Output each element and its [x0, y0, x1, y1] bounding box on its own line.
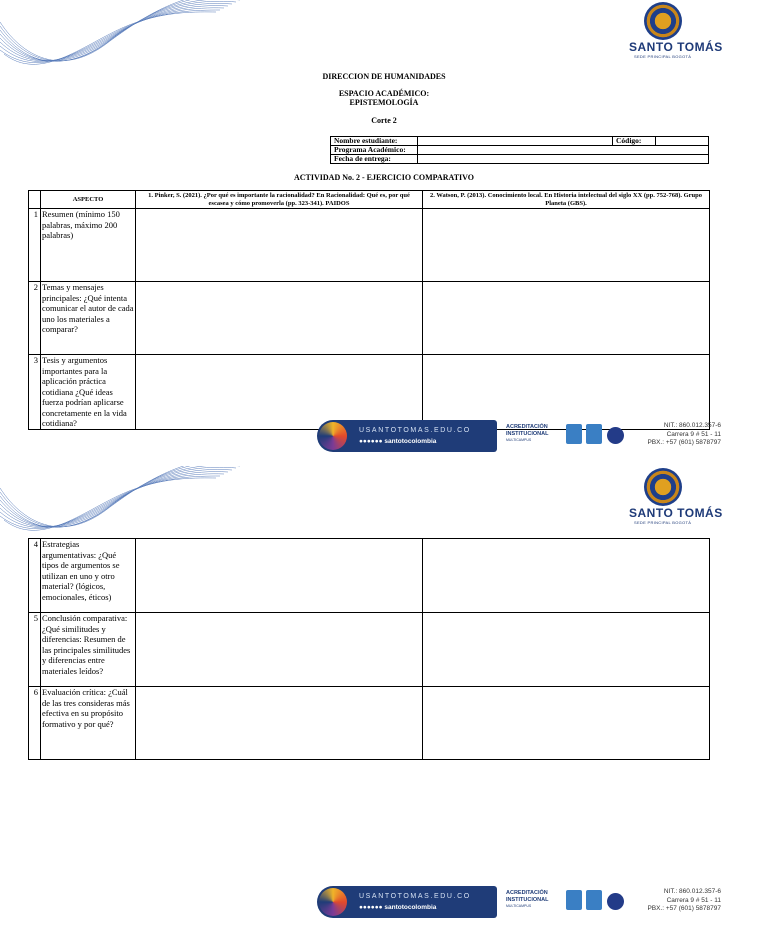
row-aspect: Resumen (mínimo 150 palabras, máximo 200 palabras) — [41, 209, 136, 282]
row-aspect: Conclusión comparativa: ¿Qué similitudes y diferencias: Resumen de las principales similitudes y diferencias entre materiales leídos? — [41, 613, 136, 687]
university-logo-name: SANTO TOMÁS — [629, 506, 723, 520]
accreditation-text: ACREDITACIÓN INSTITUCIONAL — [506, 890, 549, 903]
table-row — [29, 355, 710, 430]
row-cell-material-2[interactable] — [423, 613, 710, 687]
wave-decoration-icon — [0, 466, 240, 536]
footer-url[interactable]: USANTOTOMAS.EDU.CO — [359, 427, 471, 434]
accreditation-badge-icon — [586, 890, 602, 910]
date-label: Fecha de entrega: — [331, 155, 418, 164]
header-num-cell — [29, 191, 41, 209]
row-cell-material-1[interactable] — [136, 282, 423, 355]
row-cell-material-1[interactable] — [136, 687, 423, 760]
footer-address: Carrera 9 # 51 - 11 — [666, 430, 721, 438]
accreditation-label — [506, 424, 549, 444]
page-1 — [0, 0, 768, 465]
date-field[interactable] — [418, 155, 709, 164]
code-label: Código: — [613, 137, 656, 146]
footer-page-1 — [317, 420, 721, 452]
row-number: 5 — [29, 613, 41, 687]
footer-banner — [317, 420, 497, 452]
header-aspect: ASPECTO — [41, 191, 136, 209]
activity-title: ACTIVIDAD No. 2 - EJERCICIO COMPARATIVO — [294, 173, 474, 182]
accreditation-badge-icon — [566, 424, 582, 444]
footer-page-2 — [317, 886, 721, 918]
row-number: 4 — [29, 539, 41, 613]
accreditation-badge-icon — [586, 424, 602, 444]
footer-nit: NIT.: 860.012.357-6 — [663, 888, 721, 895]
header-material-2: 2. Watson, P. (2013). Conocimiento local. En Historia intelectual del siglo XX (pp. 752-768). Grupo Planeta (GBS). — [423, 191, 710, 209]
table-row — [29, 282, 710, 355]
row-number: 2 — [29, 282, 41, 355]
row-aspect: Estrategias argumentativas: ¿Qué tipos de argumentos se utilizan en uno y otro material? (lógicos, emocionales, éticos) — [41, 539, 136, 613]
row-cell-material-2[interactable] — [423, 355, 710, 430]
student-name-label: Nombre estudiante: — [331, 137, 418, 146]
footer-phone: PBX.: +57 (601) 5878797 — [647, 439, 721, 446]
university-seal-icon — [644, 468, 682, 506]
university-logo-sub: SEDE PRINCIPAL BOGOTÁ — [634, 520, 692, 525]
row-cell-material-1[interactable] — [136, 355, 423, 430]
row-cell-material-1[interactable] — [136, 539, 423, 613]
student-info-table — [330, 136, 709, 164]
row-cell-material-2[interactable] — [423, 687, 710, 760]
row-cell-material-1[interactable] — [136, 613, 423, 687]
row-number: 6 — [29, 687, 41, 760]
footer-url[interactable]: USANTOTOMAS.EDU.CO — [359, 893, 471, 900]
row-cell-material-2[interactable] — [423, 209, 710, 282]
program-label: Programa Académico: — [331, 146, 418, 155]
row-number: 3 — [29, 355, 41, 430]
row-aspect: Evaluación crítica: ¿Cuál de las tres consideras más efectiva en su propósito formativo y por qué? — [41, 687, 136, 760]
table-row — [29, 209, 710, 282]
row-number: 1 — [29, 209, 41, 282]
header-subject: EPISTEMOLOGÍA — [349, 98, 419, 107]
header-space: ESPACIO ACADÉMICO: — [338, 89, 430, 98]
row-aspect: Tesis y argumentos importantes para la aplicación práctica cotidiana ¿Qué ideas fuerza podrían aplicarse concretamente en la vida cotidiana? — [41, 355, 136, 430]
wave-decoration-icon — [0, 0, 240, 70]
row-cell-material-1[interactable] — [136, 209, 423, 282]
swirl-logo-icon — [319, 422, 347, 450]
student-name-field[interactable] — [418, 137, 613, 146]
university-logo-name: SANTO TOMÁS — [629, 40, 723, 54]
footer-banner — [317, 886, 497, 918]
footer-social: ●●●●●● santotocolombia — [359, 438, 437, 445]
code-field[interactable] — [656, 137, 709, 146]
comparison-table-part-2 — [28, 538, 710, 760]
row-aspect: Temas y mensajes principales: ¿Qué intenta comunicar el autor de cada uno los materiales a comparar? — [41, 282, 136, 355]
accreditation-badge-icon — [566, 890, 582, 910]
accreditation-sub: MULTICAMPUS — [506, 438, 532, 442]
header-material-1: 1. Pinker, S. (2021). ¿Por qué es importante la racionalidad? En Racionalidad: Qué es, por qué escasea y cómo promoverla (pp. 323-341). PAIDOS — [136, 191, 423, 209]
certification-seal-icon — [607, 893, 624, 910]
row-cell-material-2[interactable] — [423, 539, 710, 613]
table-row — [29, 613, 710, 687]
comparison-table-part-1 — [28, 190, 710, 430]
footer-contact — [647, 422, 721, 448]
row-cell-material-2[interactable] — [423, 282, 710, 355]
header-cut: Corte 2 — [371, 116, 397, 125]
footer-nit: NIT.: 860.012.357-6 — [663, 422, 721, 429]
header-direction: DIRECCION DE HUMANIDADES — [322, 72, 446, 81]
page-2 — [0, 466, 768, 932]
accreditation-label — [506, 890, 549, 910]
accreditation-sub: MULTICAMPUS — [506, 904, 532, 908]
university-seal-icon — [644, 2, 682, 40]
footer-address: Carrera 9 # 51 - 11 — [666, 896, 721, 904]
table-row — [29, 539, 710, 613]
footer-phone: PBX.: +57 (601) 5878797 — [647, 905, 721, 912]
certification-seal-icon — [607, 427, 624, 444]
table-row — [29, 687, 710, 760]
swirl-logo-icon — [319, 888, 347, 916]
accreditation-text: ACREDITACIÓN INSTITUCIONAL — [506, 424, 549, 437]
footer-social: ●●●●●● santotocolombia — [359, 904, 437, 911]
university-logo-sub: SEDE PRINCIPAL BOGOTÁ — [634, 54, 692, 59]
program-field[interactable] — [418, 146, 709, 155]
footer-contact — [647, 888, 721, 914]
